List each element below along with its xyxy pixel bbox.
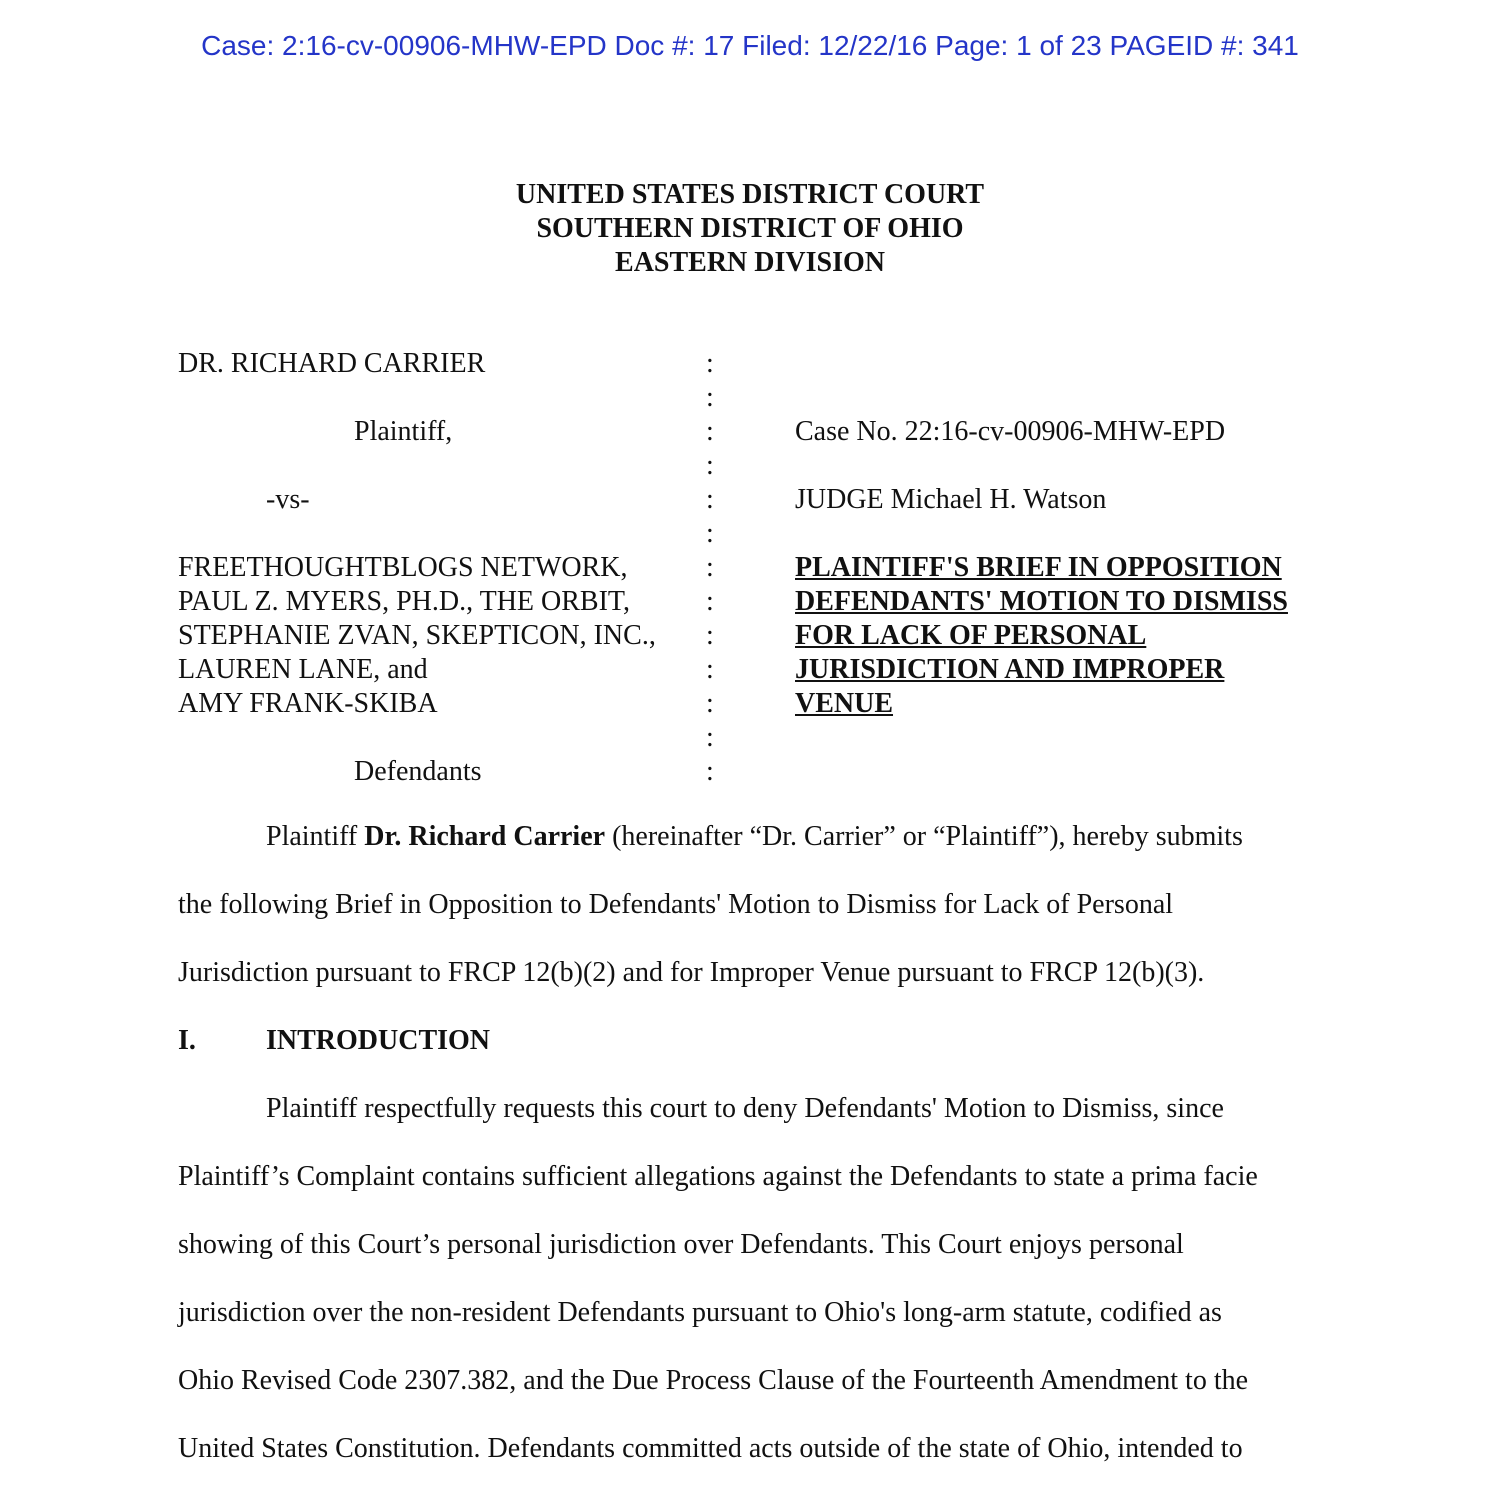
intro-paragraph-line: the following Brief in Opposition to Defendants' Motion to Dismiss for Lack of Personal <box>178 889 1174 920</box>
court-name: UNITED STATES DISTRICT COURT <box>515 179 985 210</box>
caption-separator: : <box>706 450 714 481</box>
judge-name: JUDGE Michael H. Watson <box>795 484 1107 515</box>
caption-separator: : <box>706 756 714 787</box>
document-title-line: DEFENDANTS' MOTION TO DISMISS <box>795 586 1288 617</box>
plaintiff-name: DR. RICHARD CARRIER <box>178 348 486 379</box>
intro-paragraph-line <box>266 820 1243 854</box>
case-number: Case No. 22:16-cv-00906-MHW-EPD <box>795 416 1226 447</box>
caption-separator: : <box>706 688 714 719</box>
defendant-line: LAUREN LANE, and <box>178 654 428 685</box>
section-paragraph-line: Plaintiff respectfully requests this court to deny Defendants' Motion to Dismiss, since <box>266 1093 1224 1124</box>
defendant-line: FREETHOUGHTBLOGS NETWORK, <box>178 552 628 583</box>
caption-separator: : <box>706 416 714 447</box>
defendant-line: PAUL Z. MYERS, PH.D., THE ORBIT, <box>178 586 630 617</box>
defendants-label: Defendants <box>354 756 482 787</box>
defendant-line: AMY FRANK-SKIBA <box>178 688 438 719</box>
versus-label: -vs- <box>266 484 310 515</box>
document-title-line: PLAINTIFF'S BRIEF IN OPPOSITION <box>795 552 1282 583</box>
intro-paragraph-line: Jurisdiction pursuant to FRCP 12(b)(2) and for Improper Venue pursuant to FRCP 12(b)(3). <box>178 957 1205 988</box>
section-paragraph-line: jurisdiction over the non-resident Defendants pursuant to Ohio's long-arm statute, codified as <box>178 1297 1222 1328</box>
document-title-line: FOR LACK OF PERSONAL <box>795 620 1147 651</box>
document-title <box>795 551 1288 721</box>
caption-separator: : <box>706 552 714 583</box>
caption-separator: : <box>706 484 714 515</box>
caption-separator: : <box>706 518 714 549</box>
section-paragraph-line: Ohio Revised Code 2307.382, and the Due Process Clause of the Fourteenth Amendment to the <box>178 1365 1249 1396</box>
intro-text: (hereinafter “Dr. Carrier” or “Plaintiff”), hereby submits <box>605 821 1243 852</box>
section-paragraph-line: Plaintiff’s Complaint contains sufficient allegations against the Defendants to state a prima facie <box>178 1161 1258 1192</box>
document-title-line: JURISDICTION AND IMPROPER <box>795 654 1225 685</box>
court-heading <box>0 178 1500 280</box>
ecf-filing-header: Case: 2:16-cv-00906-MHW-EPD Doc #: 17 Filed: 12/22/16 Page: 1 of 23 PAGEID #: 341 <box>201 30 1299 61</box>
caption-separator: : <box>706 722 714 753</box>
plaintiff-name-bold: Dr. Richard Carrier <box>364 821 606 852</box>
section-paragraph-line: United States Constitution. Defendants committed acts outside of the state of Ohio, intended to <box>178 1433 1243 1464</box>
document-title-line: VENUE <box>795 688 894 719</box>
caption-separator: : <box>706 382 714 413</box>
caption-separator: : <box>706 654 714 685</box>
section-number: I. <box>178 1025 196 1056</box>
case-caption <box>178 347 1358 787</box>
caption-separator: : <box>706 348 714 379</box>
court-district: SOUTHERN DISTRICT OF OHIO <box>536 213 964 244</box>
intro-text: Plaintiff <box>266 821 365 852</box>
court-division: EASTERN DIVISION <box>615 247 885 278</box>
defendant-line: STEPHANIE ZVAN, SKEPTICON, INC., <box>178 620 656 651</box>
caption-separator: : <box>706 620 714 651</box>
section-title: INTRODUCTION <box>266 1025 491 1056</box>
caption-separator: : <box>706 586 714 617</box>
plaintiff-label: Plaintiff, <box>354 416 453 447</box>
section-paragraph-line: showing of this Court’s personal jurisdiction over Defendants. This Court enjoys personal <box>178 1229 1184 1260</box>
